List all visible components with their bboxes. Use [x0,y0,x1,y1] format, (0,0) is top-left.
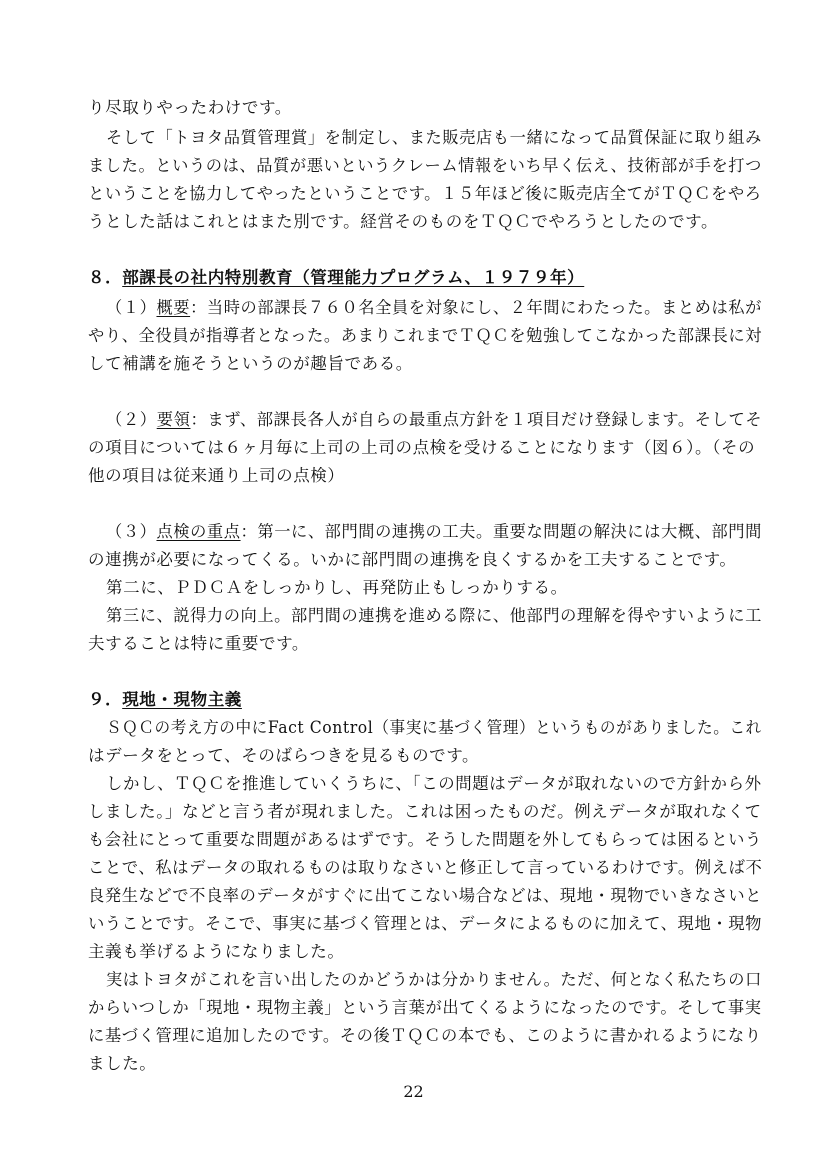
paragraph-line: そして「トヨタ品質管理賞」を制定し、また販売店も一緒になって品質保証に取り組み [106,128,762,147]
paragraph-line: ました。 [88,1054,157,1073]
section-number: ９． [88,690,123,709]
paragraph-line: 良発生などで不良率のデータがすぐに出てこない場合などは、現地・現物でいきなさいと [88,886,763,905]
paragraph-line: 他の項目は従来通り上司の点検） [88,466,345,485]
paragraph-line: からいつしか「現地・現物主義」という言葉が出てくるようになったのです。そして事実 [88,998,762,1017]
item-3-line [106,522,762,542]
paragraph-line: に基づく管理に追加したのです。その後ＴＱＣの本でも、このように書かれるようになり [88,1026,762,1045]
paragraph-line: いうことです。そこで、事実に基づく管理とは、データによるものに加えて、現地・現物 [88,914,763,933]
item-text: ：第一に、部門間の連携の工夫。重要な問題の解決には大概、部門間 [240,522,762,541]
paragraph-line: しました。」などと言う者が現れました。これは困ったものだ。例えデータが取れなくて [88,802,762,821]
paragraph-line: うとした話はこれとはまた別です。経営そのものをＴＱＣでやろうとしたのです。 [88,212,719,231]
section-8-heading [88,268,584,288]
item-label: 概要 [156,298,191,317]
paragraph-line: ことで、私はデータの取れるものは取りなさいと修正して言っているわけです。例えば不 [88,858,763,877]
paragraph-line: の項目については６ヶ月毎に上司の上司の点検を受けることになります（図６）。（その [88,438,756,457]
paragraph-line: しかし、ＴＱＣを推進していくうちに、「この問題はデータが取れないので方針から外 [106,774,762,793]
paragraph-line: ということを協力してやったということです。１５年ほど後に販売店全てがＴＱＣをやろ [88,184,762,203]
item-number: （３） [106,522,157,541]
paragraph-line: はデータをとって、そのばらつきを見るものです。 [88,746,480,765]
item-number: （１） [106,298,157,317]
item-number: （２） [106,410,157,429]
paragraph-line: やり、全役員が指導者となった。あまりこれまでＴＱＣを勉強してこなかった部課長に対 [88,326,763,345]
paragraph-line: り尽取りやったわけです。 [88,98,292,117]
paragraph-line: の連携が必要になってくる。いかに部門間の連携を良くするかを工夫することです。 [88,550,737,569]
item-text: ：当時の部課長７６０名全員を対象にし、２年間にわたった。まとめは私が [190,298,762,317]
item-label: 点検の重点 [156,522,241,541]
paragraph-line: ました。というのは、品質が悪いというクレーム情報をいち早く伝え、技術部が手を打つ [88,156,762,175]
section-title: 現地・現物主義 [122,690,242,709]
paragraph-line: 実はトヨタがこれを言い出したのかどうかは分かりません。ただ、何となく私たちの口 [106,970,762,989]
section-number: ８． [88,268,123,287]
paragraph-line: 主義も挙げるようになりました。 [88,942,345,961]
paragraph-line: も会社にとって重要な問題があるはずです。そうした問題を外してもらっては困るという [88,830,762,849]
section-9-heading [88,690,242,710]
page-number: 22 [403,1082,424,1101]
paragraph-line: 夫することは特に重要です。 [88,634,309,653]
paragraph-line: ＳＱＣの考え方の中にFact Control（事実に基づく管理）というものがありました。これ [106,718,762,737]
paragraph-line: 第三に、説得力の向上。部門間の連携を進める際に、他部門の理解を得やすいように工 [106,606,762,625]
item-label: 要領 [156,410,191,429]
item-1-line [106,298,762,318]
item-2-line [106,410,762,430]
paragraph-line: 第二に、ＰＤＣＡをしっかりし、再発防止もしっかりする。 [106,578,568,597]
paragraph-line: して補講を施そうというのが趣旨である。 [88,354,413,373]
section-title: 部課長の社内特別教育（管理能力プログラム、１９７９年） [122,268,585,287]
item-text: ：まず、部課長各人が自らの最重点方針を１項目だけ登録します。そしてそ [190,410,763,429]
